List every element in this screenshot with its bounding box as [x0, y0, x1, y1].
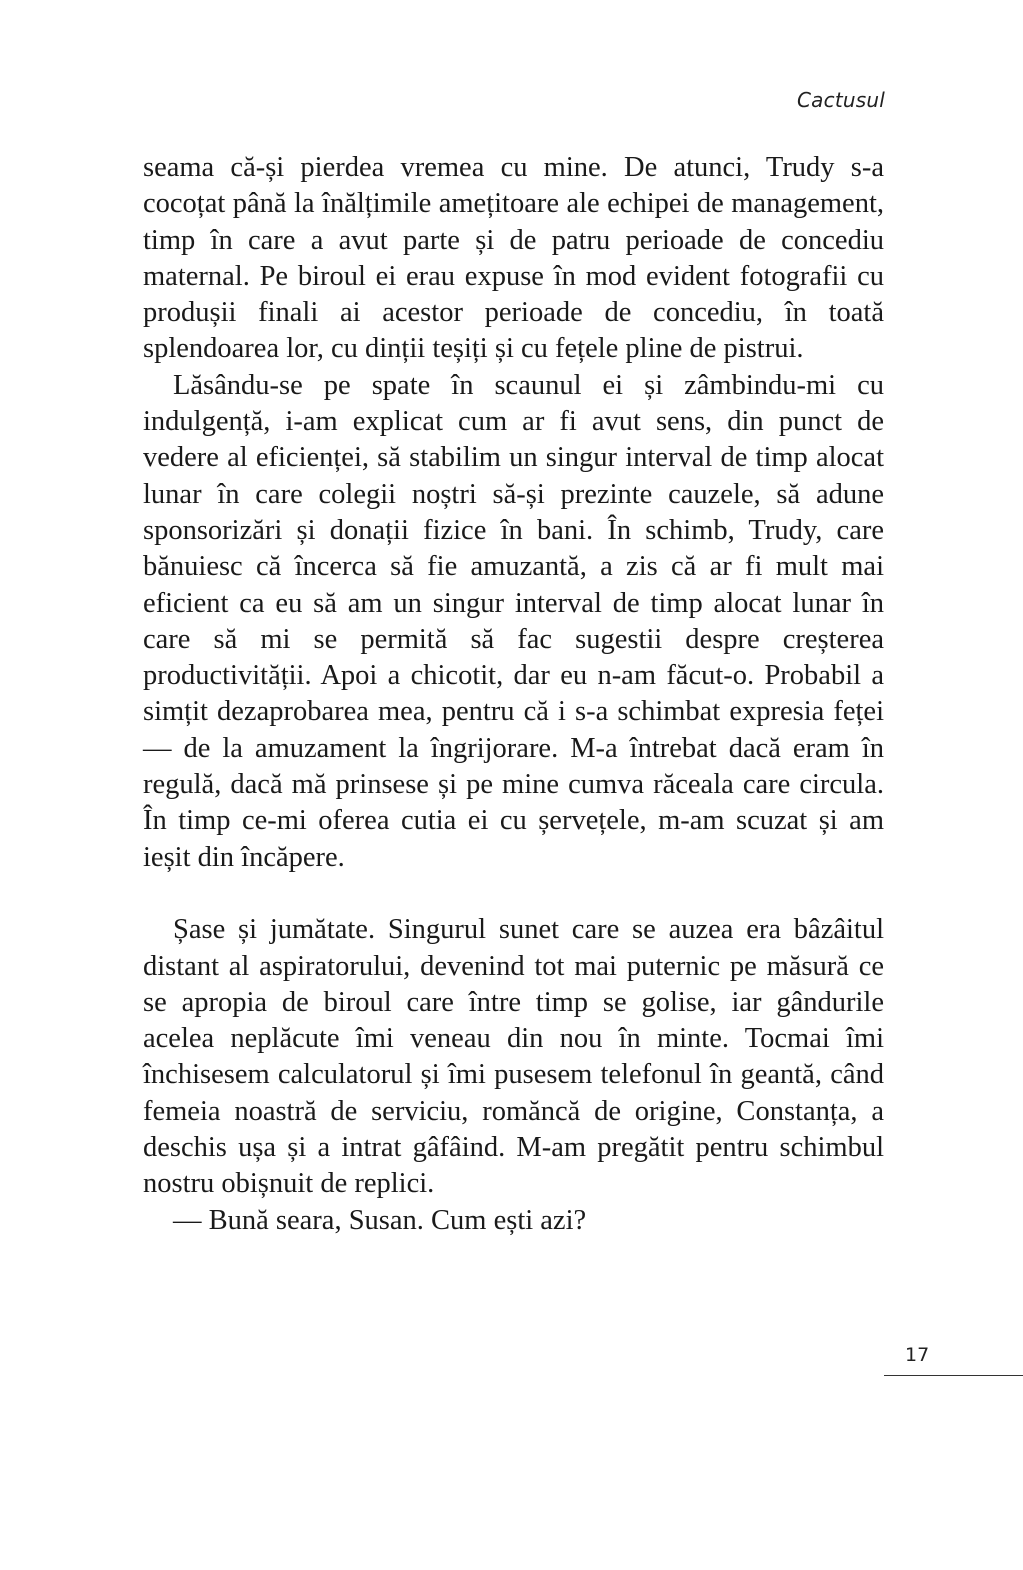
paragraph-1: seama că-și pierdea vremea cu mine. De atunci, Trudy s-a cocoțat până la înălțimile amețitoare ale echipei de management, timp în care a avut parte și de patru perioade de concediu maternal. Pe biroul ei erau expuse în mod evident fotografii cu produșii finali ai acestor perioade de concediu, în toată splendoarea lor, cu dinții teșiți și cu fețele pline de pistrui. — [143, 152, 884, 365]
folio-rule — [884, 1375, 1023, 1376]
dialogue-line: — Bună seara, Susan. Cum ești azi? — [173, 1204, 587, 1236]
paragraph-2: Lăsându-se pe spate în scaunul ei și zâmbindu-mi cu indulgență, i-am explicat cum ar fi avut sens, din punct de vedere al eficienței, să stabilim un singur interval de timp alocat lunar în care colegii noștri să-și prezinte cauzele, să adune sponsorizări și donații fizice în bani. În schimb, Trudy, care bănuiesc că încerca să fie amuzantă, a zis că ar fi mult mai eficient ca eu să am un singur interval de timp alocat lunar în care să mi se permită să fac sugestii despre creșterea productivității. Apoi a chicotit, dar eu n-am făcut-o. Probabil a simțit dezaprobarea mea, pentru că i s-a schimbat expresia feței — de la amuzament la îngrijorare. M-a întrebat dacă eram în regulă, dacă mă prinsese și pe mine cumva răceala care circula. În timp ce-mi oferea cutia ei cu șervețele, m-am scuzat și am ieșit din încăpere. — [143, 369, 884, 873]
paragraph-3: Șase și jumătate. Singurul sunet care se auzea era bâzâitul distant al aspiratorului, devenind tot mai puternic pe măsură ce se apropia de biroul care între timp se golise, iar gândurile acelea neplăcute îmi veneau din nou în minte. Tocmai îmi închisesem calculatorul și îmi pusesem telefonul în geantă, când femeia noastră de serviciu, romăncă de origine, Constanța, a deschis ușa și a intrat gâfâind. M-am pregătit pentru schimbul nostru obișnuit de replici. — [143, 914, 884, 1200]
page-number: 17 — [905, 1344, 930, 1366]
running-head: Cactusul — [797, 88, 885, 112]
body-text — [143, 150, 884, 1239]
